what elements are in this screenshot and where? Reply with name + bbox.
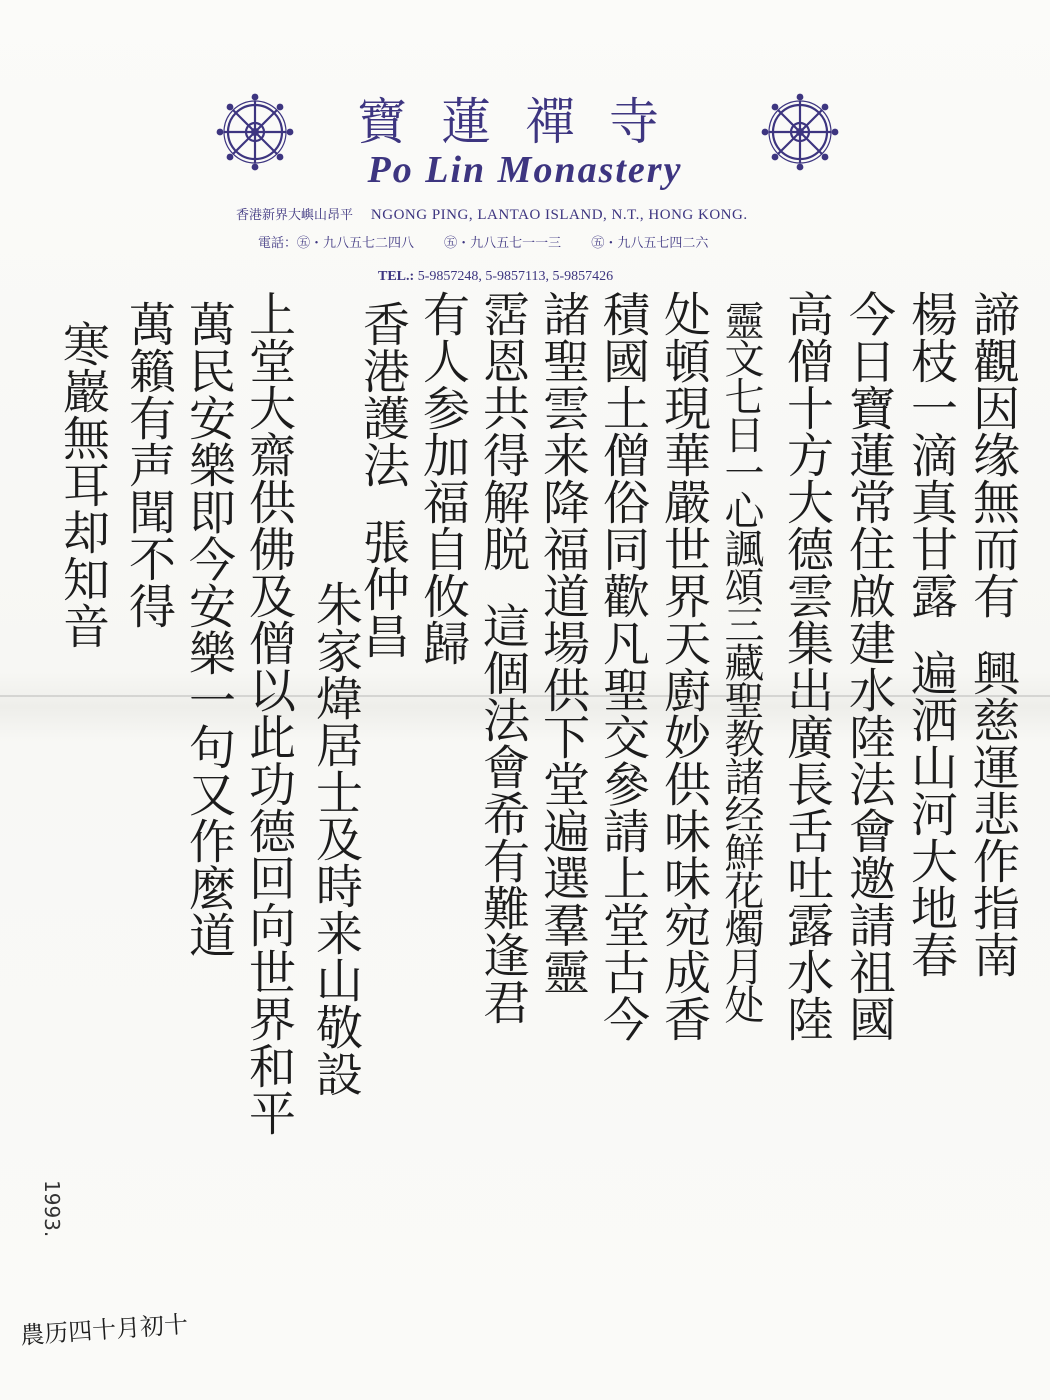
letter-column [178, 300, 238, 958]
column-text-top: 萬籟有声聞不得 [121, 300, 176, 629]
address-line [236, 204, 836, 224]
dharma-wheel-icon [760, 92, 840, 172]
column-text-top: 香港護法 [355, 300, 410, 488]
letter-column [900, 290, 960, 978]
column-text-top: 積國土僧俗同歡凡聖交參請上堂古今 [595, 290, 650, 1042]
column-text-bottom: 興慈運悲作指南 [965, 649, 1020, 978]
letter-column [472, 290, 532, 1025]
letter-column [238, 290, 298, 1136]
address-english: NGONG PING, LANTAO ISLAND, N.T., HONG KONG. [370, 207, 748, 223]
column-text-top: 萬民安樂即今安樂一句又作麼道 [181, 300, 236, 958]
column-text-top: 楊枝一滴真甘露 [903, 290, 958, 619]
letter-column [715, 300, 767, 1022]
column-text-top: 上堂大齋供佛及僧以此功德回向世界和平 [241, 290, 296, 1136]
column-text-top: 霑恩共得解脱 [475, 290, 530, 572]
phone-numbers: 5-9857248, 5-9857113, 5-9857426 [417, 269, 614, 284]
letter-column [653, 290, 713, 1042]
column-text-bottom: 朱家煒居士及時来山敬設 [308, 580, 363, 1097]
column-text-top: 寒巖無耳却知音 [55, 320, 110, 649]
monastery-title-chinese: 寶蓮禪寺 [357, 93, 693, 151]
letter-column [838, 290, 898, 1042]
address-chinese: 香港新界大嶼山昂平 [236, 208, 354, 223]
column-text-top: 处頓現華嚴世界天廚妙供味味宛成香 [656, 290, 711, 1042]
monastery-title-english: Po Lin Monastery [367, 149, 683, 191]
column-text-top: 今日寶蓮常住啟建水陸法會邀請祖國 [841, 290, 896, 1042]
column-text-bottom: 這個法會希有難逢君 [475, 602, 530, 1025]
letter-column [776, 290, 836, 1042]
column-text-top: 靈文七日一心諷頌三藏聖教諸经鮮花燭月处 [718, 300, 764, 1022]
letter-column [305, 580, 365, 1097]
phone-line-chinese [258, 232, 858, 251]
lunar-date-note: 農历四十月初十 [19, 1310, 189, 1350]
phone-number-zh: 電話：㊄・九八五七二四八 [258, 236, 415, 251]
letterhead [0, 0, 1050, 300]
phone-label: TEL.: [378, 269, 415, 284]
phone-number-zh: ㊄・九八五七一一三 [444, 236, 562, 251]
year-note: 1993. [40, 1180, 64, 1238]
column-text-top: 有人参加福自攸歸 [415, 290, 470, 666]
letter-column [118, 300, 178, 629]
letter-column [52, 320, 112, 649]
dharma-wheel-icon [215, 92, 295, 172]
letter-column [592, 290, 652, 1042]
column-text-top: 諸聖雲来降福道場供下堂遍選羣靈 [535, 290, 590, 995]
column-text-bottom: 張仲昌 [355, 518, 410, 659]
column-text-top: 諦觀因缘無而有 [965, 290, 1020, 619]
letter-column [962, 290, 1022, 978]
phone-number-zh: ㊄・九八五七四二六 [591, 236, 709, 251]
column-text-bottom: 遍洒山河大地春 [903, 649, 958, 978]
letter-column [412, 290, 472, 666]
column-text-top: 高僧十方大德雲集出廣長舌吐露水陸 [779, 290, 834, 1042]
letter-column [532, 290, 592, 995]
phone-line-english [378, 269, 818, 285]
